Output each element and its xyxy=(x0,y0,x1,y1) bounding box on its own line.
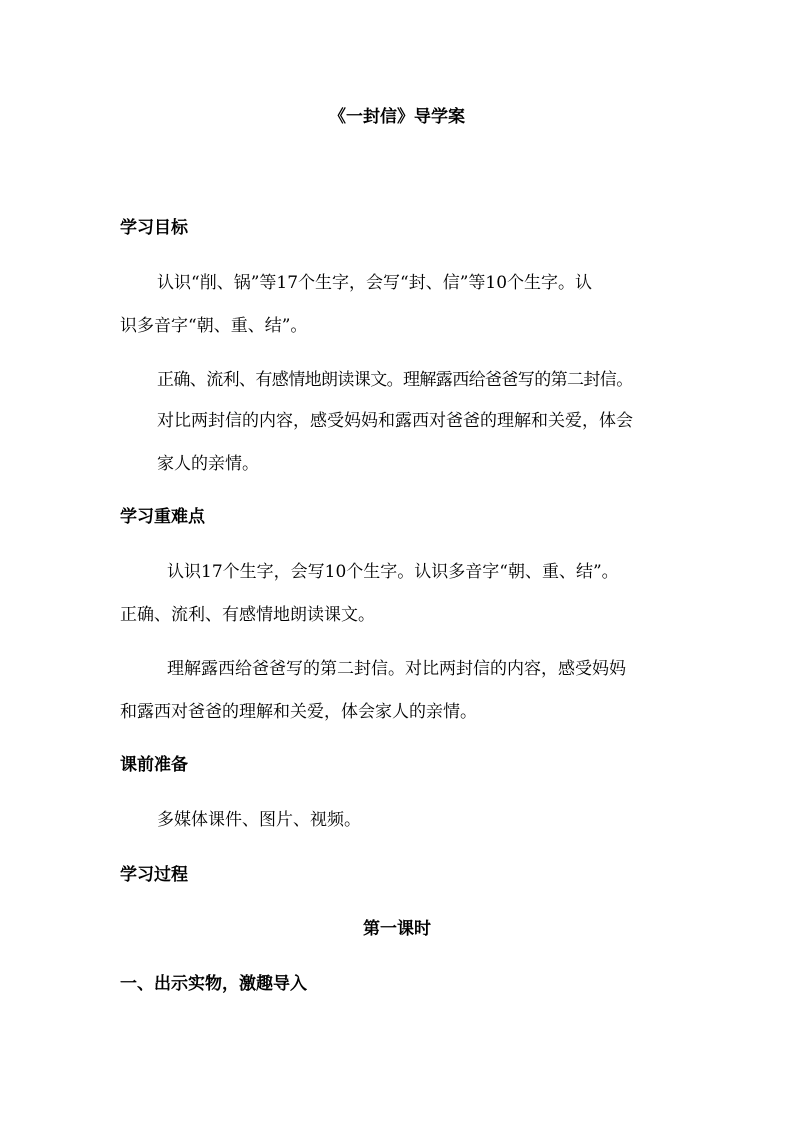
document-title: 《一封信》导学案 xyxy=(329,107,465,127)
objectives-line-4: 对比两封信的内容，感受妈妈和露西对爸爸的理解和关爱，体会 xyxy=(157,411,633,431)
preparation-line-1: 多媒体课件、图片、视频。 xyxy=(157,810,361,830)
process-heading: 学习过程 xyxy=(120,865,188,885)
key-points-line-2: 正确、流利、有感情地朗读课文。 xyxy=(120,605,375,625)
objectives-line-3: 正确、流利、有感情地朗读课文。理解露西给爸爸写的第二封信。 xyxy=(157,370,633,390)
objectives-line-1: 认识“削、锅”等17个生字，会写“封、信”等10个生字。认 xyxy=(157,273,593,293)
objectives-heading: 学习目标 xyxy=(120,218,188,238)
step-1-heading: 一、出示实物，激趣导入 xyxy=(120,974,307,994)
preparation-heading: 课前准备 xyxy=(120,755,188,775)
objectives-line-2: 识多音字“朝、重、结”。 xyxy=(120,316,308,336)
objectives-line-5: 家人的亲情。 xyxy=(157,454,259,474)
key-points-line-4: 和露西对爸爸的理解和关爱，体会家人的亲情。 xyxy=(120,702,477,722)
key-points-line-3: 理解露西给爸爸写的第二封信。对比两封信的内容，感受妈妈 xyxy=(167,659,626,679)
key-points-heading: 学习重难点 xyxy=(120,507,205,527)
lesson-title: 第一课时 xyxy=(363,919,431,939)
key-points-line-1: 认识17个生字，会写10个生字。认识多音字“朝、重、结”。 xyxy=(167,562,619,582)
